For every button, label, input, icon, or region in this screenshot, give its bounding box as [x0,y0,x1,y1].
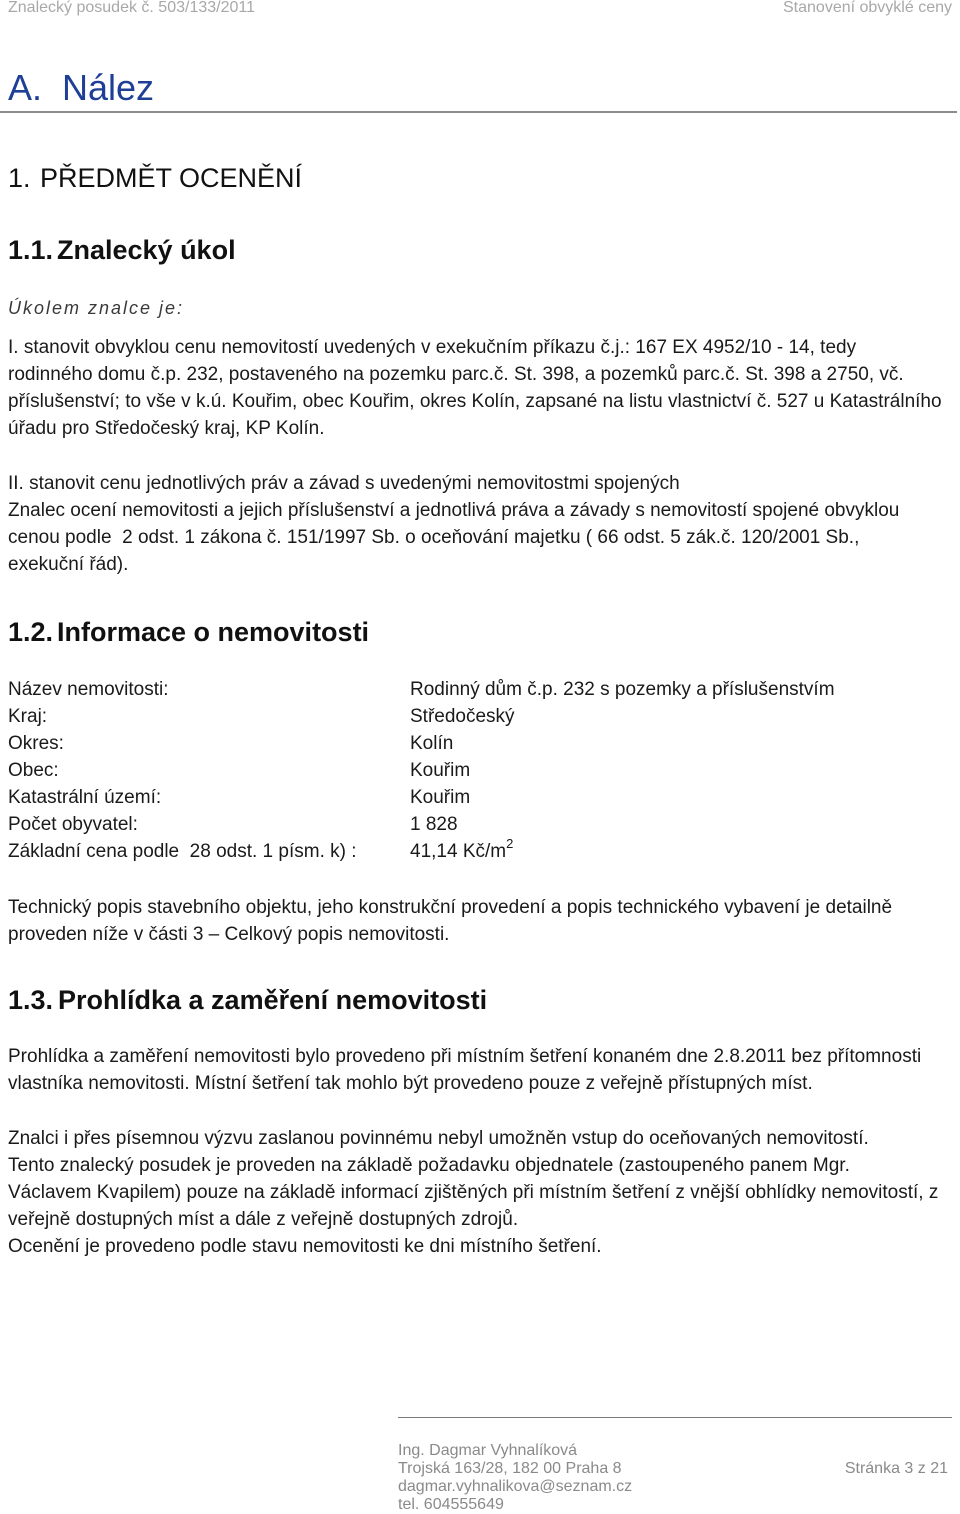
section-title: Nález [62,67,155,108]
heading-1-2-title: Informace o nemovitosti [57,617,370,647]
inspection-paragraph [8,1043,921,1097]
property-info-row [0,838,960,865]
property-info-row [0,703,960,730]
paragraph-line: Prohlídka a zaměření nemovitosti bylo provedeno při místním šetření konaném dne 2.8.2011 bez přítomnosti [8,1046,922,1067]
heading-1-number: 1. [8,163,31,193]
property-info-value: Středočeský [410,706,515,727]
property-info-value: Kouřim [410,760,471,781]
property-info-value: Kolín [410,733,454,754]
footer-contact [398,1442,632,1514]
paragraph-line: Václavem Kvapilem) pouze na základě informací zjištěných při místním šetření z vnější obhlídky nemovitostí, z [8,1182,939,1203]
heading-1-3-number: 1.3. [8,985,54,1015]
note-paragraph [8,1125,938,1260]
property-info-table [0,676,960,865]
section-rule [0,111,957,113]
document-header-title: Znalecký posudek č. 503/133/2011 [8,0,255,16]
paragraph-line: vlastníka nemovitosti. Místní šetření tak mohlo být provedeno pouze z veřejně přístupných míst. [8,1073,813,1094]
paragraph-line: II. stanovit cenu jednotlivých práv a závad s uvedenými nemovitostmi spojených [8,473,680,494]
page-number: Stránka 3 z 21 [844,1460,948,1477]
footer-phone: tel. 604555649 [398,1496,504,1513]
task-intro: Úkolem znalce je: [8,298,185,318]
property-info-value: 41,14 Kč/m [410,841,507,862]
property-info-label: Katastrální území: [8,787,162,808]
paragraph-line: Ocenění je provedeno podle stavu nemovitosti ke dni místního šetření. [8,1236,602,1257]
paragraph-line: úřadu pro Středočeský kraj, KP Kolín. [8,418,325,439]
paragraph-line: Tento znalecký posudek je proveden na základě požadavku objednatele (zastoupeného panem Mgr. [8,1155,850,1176]
paragraph-line: I. stanovit obvyklou cenu nemovitostí uvedených v exekučním příkazu č.j.: 167 EX 4952/10 - 14, tedy [8,337,857,358]
property-info-row [0,730,960,757]
property-info-row [0,676,960,703]
heading-1-3-title: Prohlídka a zaměření nemovitosti [58,985,488,1015]
paragraph-line: cenou podle 2 odst. 1 zákona č. 151/1997 Sb. o oceňování majetku ( 66 odst. 5 zák.č. 120/2001 Sb., [8,527,860,548]
property-info-label: Obec: [8,760,59,781]
paragraph-line: exekuční řád). [8,554,129,575]
paragraph-line: příslušenství; to vše v k.ú. Kouřim, obec Kouřim, okres Kolín, zapsané na listu vlastnictví č. 527 u Katastrálního [8,391,942,412]
heading-1-2-number: 1.2. [8,617,54,647]
property-info-value-wrapper [410,838,513,865]
property-info-label: Název nemovitosti: [8,679,169,700]
property-info-value: 1 828 [410,814,458,835]
heading-1-title: PŘEDMĚT OCENĚNÍ [40,163,303,193]
property-info-row [0,757,960,784]
property-info-value: Kouřim [410,787,471,808]
property-info-row [0,784,960,811]
paragraph-line: proveden níže v části 3 – Celkový popis nemovitosti. [8,924,450,945]
property-info-label: Kraj: [8,706,48,727]
paragraph-line: Znalci i přes písemnou výzvu zaslanou povinnému nebyl umožněn vstup do oceňovaných nemovitostí. [8,1128,869,1149]
footer-name: Ing. Dagmar Vyhnalíková [398,1442,578,1459]
paragraph-line: veřejně dostupných míst a dále z veřejně dostupných zdrojů. [8,1209,519,1230]
paragraph-line: rodinného domu č.p. 232, postaveného na pozemku parc.č. St. 398, a pozemků parc.č. St. 398 a 2750, vč. [8,364,904,385]
property-info-label: Základní cena podle 28 odst. 1 písm. k) : [8,841,357,862]
heading-1-1-title: Znalecký úkol [57,235,236,265]
unit-superscript: 2 [506,836,514,851]
paragraph-line: Znalec ocení nemovitosti a jejich příslušenství a jednotlivá práva a závady s nemovitostí spojené obvyklou [8,500,900,521]
document-header-subtitle: Stanovení obvyklé ceny [783,0,952,16]
heading-1-1-number: 1.1. [8,235,54,265]
section-number: A. [8,67,43,108]
property-info-label: Počet obyvatel: [8,814,138,835]
property-info-label: Okres: [8,733,64,754]
property-info-row [0,811,960,838]
task-2-paragraph [8,470,899,578]
footer-address: Trojská 163/28, 182 00 Praha 8 [398,1460,622,1477]
technical-paragraph [8,894,892,948]
footer-email: dagmar.vyhnalikova@seznam.cz [398,1478,633,1495]
task-1-paragraph [8,334,942,442]
property-info-value: Rodinný dům č.p. 232 s pozemky a příslušenstvím [410,679,835,700]
footer-rule [398,1417,952,1418]
paragraph-line: Technický popis stavebního objektu, jeho konstrukční provedení a popis technického vybavení je detailně [8,897,893,918]
